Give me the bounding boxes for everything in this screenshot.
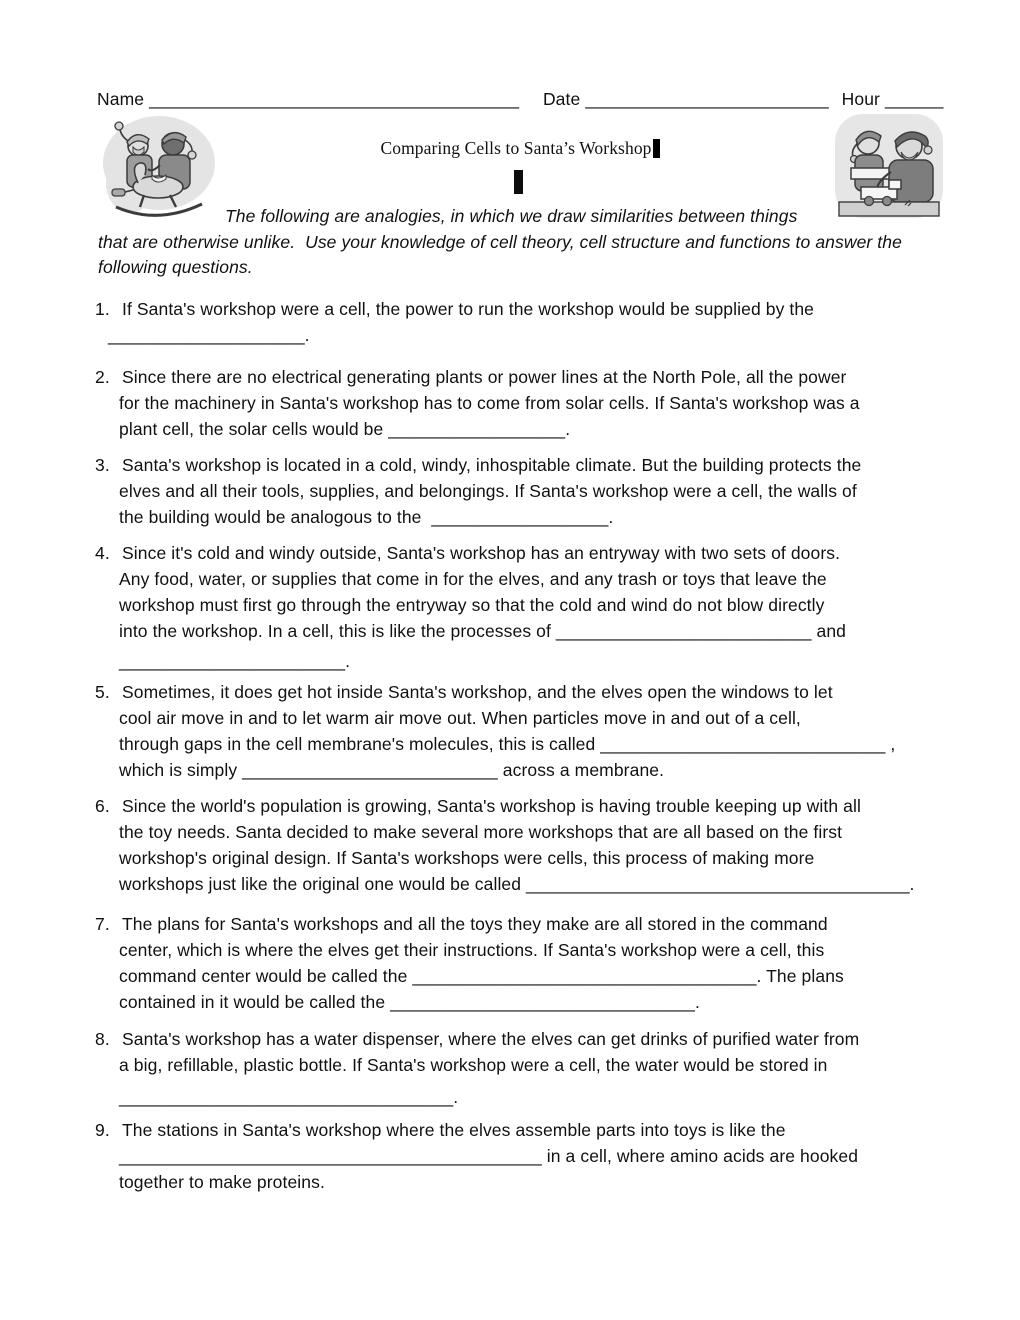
question-line: through gaps in the cell membrane's molecules, this is called _____________________________ , (119, 734, 896, 754)
question-line: Santa's workshop is located in a cold, windy, inhospitable climate. But the building protects the (122, 455, 862, 475)
hour-label: Hour (841, 89, 880, 109)
question-line: for the machinery in Santa's workshop has to come from solar cells. If Santa's workshop was a (119, 393, 860, 413)
question-line: Since it's cold and windy outside, Santa's workshop has an entryway with two sets of doors. (122, 543, 841, 563)
hour-blank: ______ (884, 89, 944, 109)
question-line: which is simply __________________________ across a membrane. (119, 760, 665, 780)
question-number: 9. (95, 1120, 110, 1140)
name-label: Name (97, 89, 145, 109)
title-row (20, 136, 1020, 160)
question-line: Santa's workshop has a water dispenser, where the elves can get drinks of purified water from (122, 1029, 860, 1049)
question-1 (95, 296, 945, 348)
answer-blank-line: _______________________. (119, 651, 351, 671)
question-line: ___________________________________________ in a cell, where amino acids are hooked (119, 1146, 859, 1166)
question-line: contained in it would be called the _______________________________. (119, 992, 700, 1012)
question-number: 2. (95, 367, 110, 387)
text-cursor-icon (653, 139, 660, 158)
question-line: the toy needs. Santa decided to make several more workshops that are all based on the first (119, 822, 843, 842)
intro-line: following questions. (98, 257, 253, 277)
question-line: the building would be analogous to the __________________. (119, 507, 614, 527)
question-9 (95, 1117, 945, 1195)
question-line: cool air move in and to let warm air move out. When particles move in and out of a cell, (119, 708, 801, 728)
question-line: If Santa's workshop were a cell, the power to run the workshop would be supplied by the (122, 299, 815, 319)
question-number: 7. (95, 914, 110, 934)
question-number: 5. (95, 682, 110, 702)
question-line: Sometimes, it does get hot inside Santa's workshop, and the elves open the windows to let (122, 682, 833, 702)
question-line: The stations in Santa's workshop where the elves assemble parts into toys is like the (122, 1120, 786, 1140)
name-blank: ______________________________________ (149, 89, 519, 109)
question-line: plant cell, the solar cells would be __________________. (119, 419, 571, 439)
question-number: 8. (95, 1029, 110, 1049)
question-3 (95, 452, 945, 530)
page-title: Comparing Cells to Santa’s Workshop (380, 138, 652, 158)
question-line: together to make proteins. (119, 1172, 325, 1192)
question-line: Any food, water, or supplies that come in for the elves, and any trash or toys that leave the (119, 569, 827, 589)
intro-line: The following are analogies, in which we draw similarities between things (225, 206, 798, 226)
question-line: center, which is where the elves get their instructions. If Santa's workshop were a cell, this (119, 940, 825, 960)
question-line: into the workshop. In a cell, this is like the processes of __________________________ and (119, 621, 847, 641)
intro-line: that are otherwise unlike. Use your knowledge of cell theory, cell structure and functions to answer the (98, 231, 902, 252)
question-line: The plans for Santa's workshops and all the toys they make are all stored in the command (122, 914, 828, 934)
question-number: 4. (95, 543, 110, 563)
question-line: elves and all their tools, supplies, and belongings. If Santa's workshop were a cell, the walls of (119, 481, 857, 501)
question-8 (95, 1026, 945, 1110)
question-line: Since the world's population is growing, Santa's workshop is having trouble keeping up with all (122, 796, 861, 816)
date-blank: _________________________ (585, 89, 829, 109)
date-label: Date (542, 89, 581, 109)
question-line: Since there are no electrical generating plants or power lines at the North Pole, all the power (122, 367, 847, 387)
question-line: workshop must first go through the entryway so that the cold and wind do not blow directly (119, 595, 825, 615)
question-number: 6. (95, 796, 110, 816)
question-line: a big, refillable, plastic bottle. If Santa's workshop were a cell, the water would be stored in (119, 1055, 828, 1075)
large-text-cursor-icon (514, 170, 523, 194)
question-5 (95, 679, 945, 783)
intro-paragraph (98, 204, 928, 281)
header-line (97, 86, 944, 112)
question-2 (95, 364, 945, 442)
question-number: 1. (95, 299, 110, 319)
question-line: workshops just like the original one would be called _______________________________________. (119, 874, 915, 894)
question-line: workshop's original design. If Santa's workshops were cells, this process of making more (119, 848, 815, 868)
question-number: 3. (95, 455, 110, 475)
question-6 (95, 793, 945, 897)
question-7 (95, 911, 945, 1015)
question-4 (95, 540, 945, 674)
question-line: command center would be called the ___________________________________. The plans (119, 966, 844, 986)
answer-blank-line: __________________________________. (119, 1087, 459, 1107)
answer-blank-line: ____________________. (108, 325, 310, 345)
